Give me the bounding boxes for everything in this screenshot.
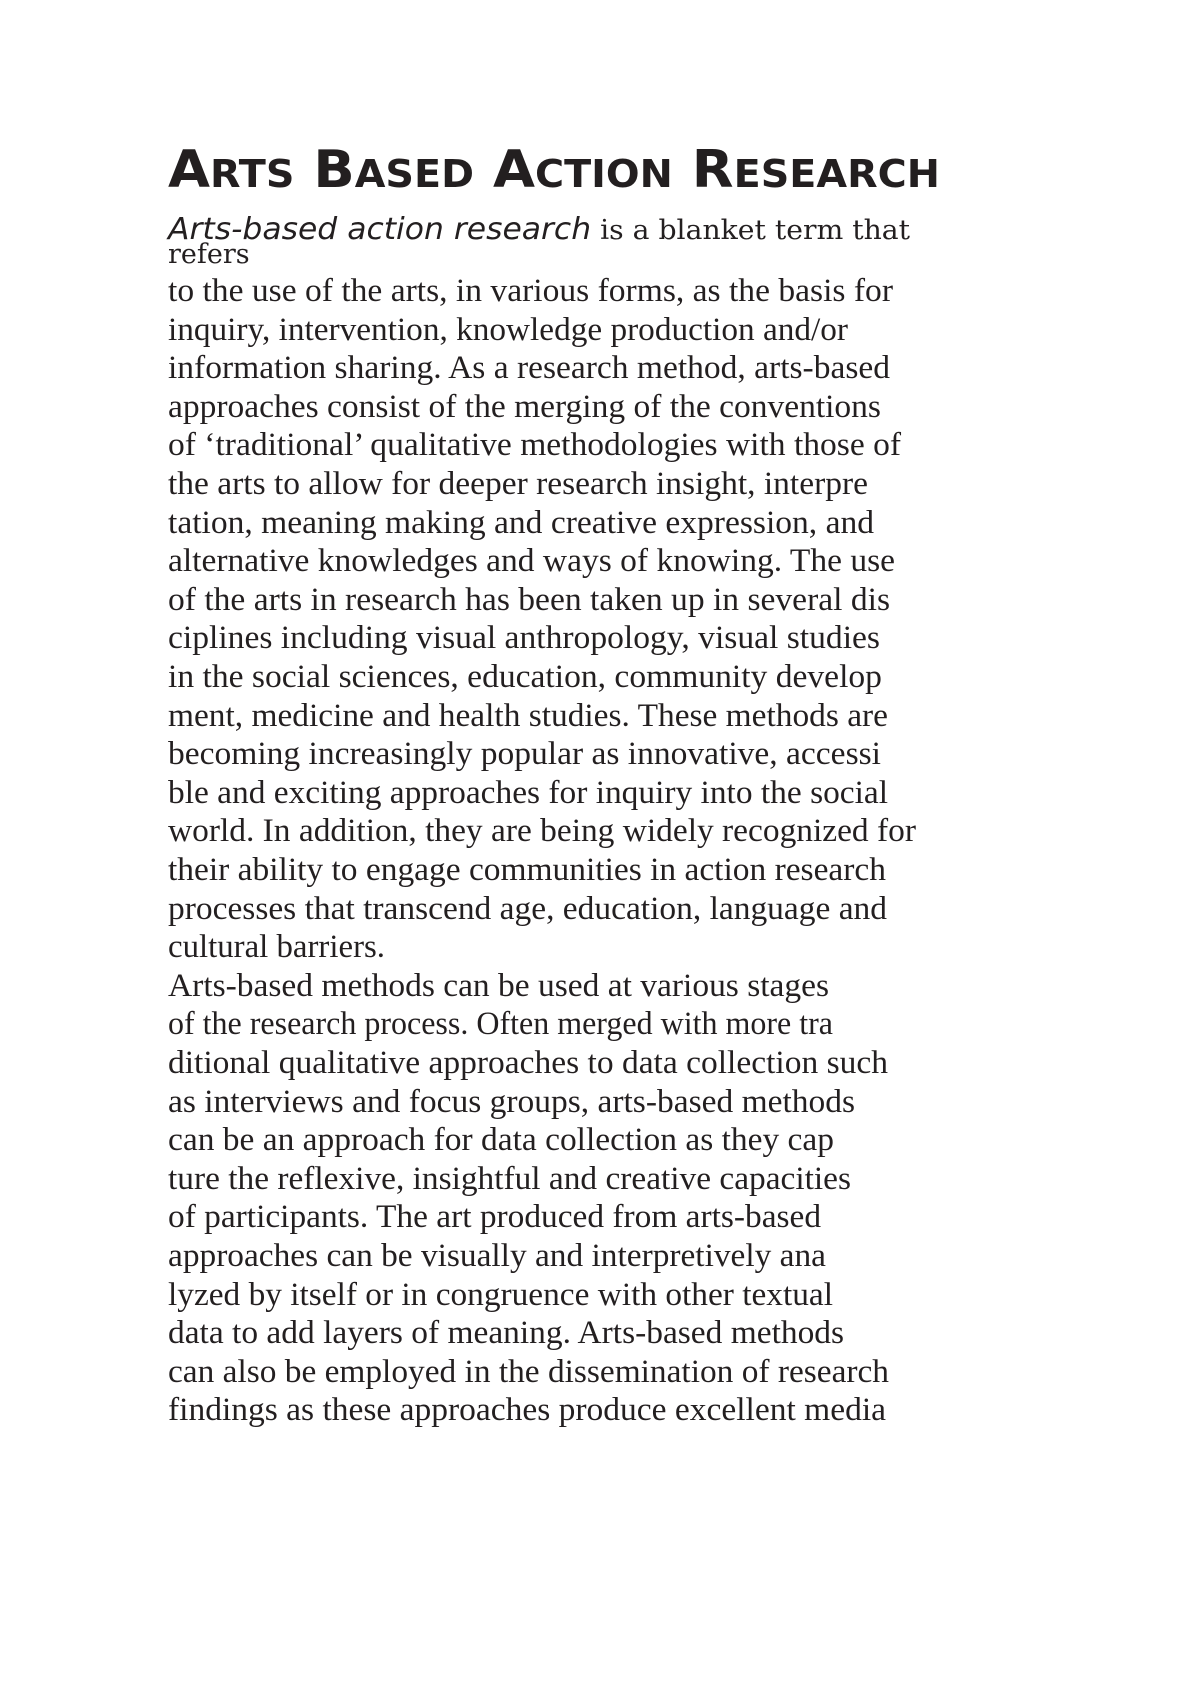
title-word: ACTION <box>492 140 673 200</box>
body-text-line: ble and exciting approaches for inquiry into the social <box>168 774 889 811</box>
body-text-line: data to add layers of meaning. Arts-based methods <box>168 1315 845 1352</box>
body-text-line: processes that transcend age, education, language and <box>168 890 888 927</box>
title-word: BASED <box>313 140 475 200</box>
body-text-line: the arts to allow for deeper research insight, interpre <box>168 466 868 502</box>
body-text-line: of the arts in research has been taken up in several dis <box>168 581 891 618</box>
intro-line <box>168 210 910 250</box>
body-text-line: ditional qualitative approaches to data collection such <box>168 1045 888 1081</box>
body-text-line: lyzed by itself or in congruence with other textual <box>168 1276 834 1313</box>
body-text-line: tation, meaning making and creative expression, and <box>168 504 875 541</box>
body-text-line: in the social sciences, education, community develop <box>168 659 882 695</box>
intro-continuation: refers <box>168 239 250 270</box>
body-text-line: inquiry, intervention, knowledge production and/or <box>168 311 849 348</box>
body-text-line: of the research process. Often merged with more tra <box>168 1006 833 1043</box>
body-text-line: cultural barriers. <box>168 929 385 966</box>
title-word: RESEARCH <box>691 140 940 200</box>
body-text-line: as interviews and focus groups, arts-based methods <box>168 1083 856 1120</box>
body-text-line: becoming increasingly popular as innovative, accessi <box>168 736 881 773</box>
defined-term: Arts-based action research <box>168 212 592 247</box>
body-text-line: can be an approach for data collection as they cap <box>168 1122 835 1159</box>
body-text-line: to the use of the arts, in various forms, as the basis for <box>168 273 893 309</box>
body-text-line: of ‘traditional’ qualitative methodologies with those of <box>168 427 902 464</box>
intro-text: is a blanket term that <box>591 215 911 246</box>
body-text-line: Arts-based methods can be used at various stages <box>168 967 830 1004</box>
body-text-line: world. In addition, they are being widely recognized for <box>168 813 916 850</box>
body-text-line: alternative knowledges and ways of knowing. The use <box>168 543 896 580</box>
title-word: ARTS <box>168 140 295 200</box>
body-text-line: information sharing. As a research method, arts-based <box>168 350 891 387</box>
body-text-line: ment, medicine and health studies. These methods are <box>168 697 888 734</box>
body-text-line: can also be employed in the dissemination of research <box>168 1353 889 1390</box>
page-title <box>168 140 940 204</box>
body-text-line: their ability to engage communities in action research <box>168 852 886 888</box>
body-text-line: of participants. The art produced from arts-based <box>168 1199 822 1236</box>
body-text-line: findings as these approaches produce excellent media <box>168 1392 887 1429</box>
body-text-line: approaches can be visually and interpretively ana <box>168 1238 826 1274</box>
body-text-line: ciplines including visual anthropology, visual studies <box>168 620 880 657</box>
body-text-line: approaches consist of the merging of the conventions <box>168 388 881 425</box>
body-text-line: ture the reflexive, insightful and creative capacities <box>168 1160 851 1197</box>
